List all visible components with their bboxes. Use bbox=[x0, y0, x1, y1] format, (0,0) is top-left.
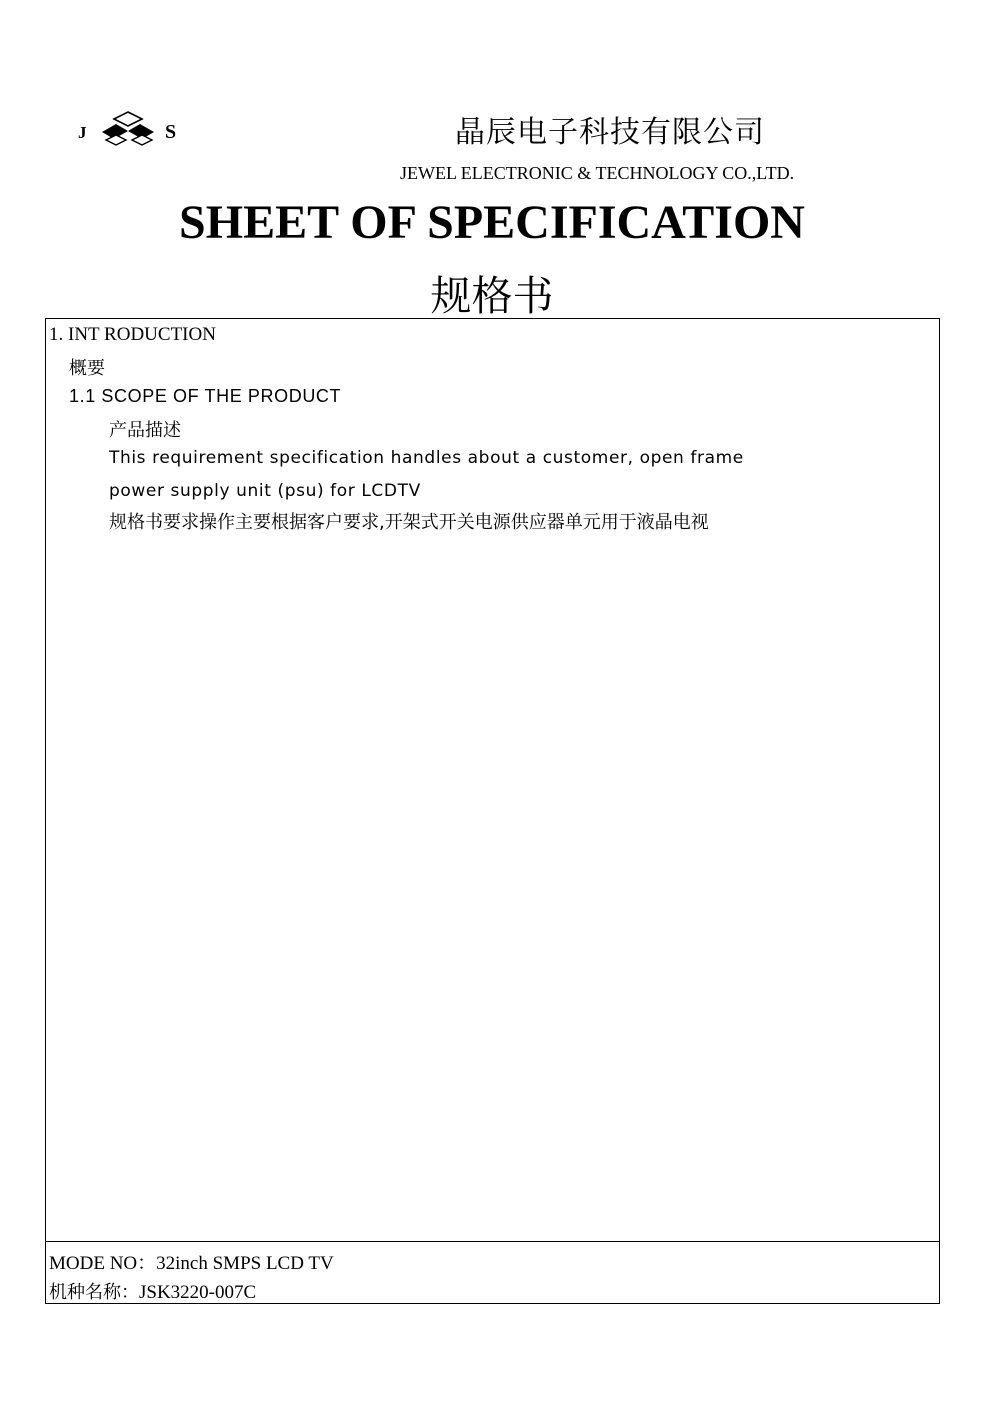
model-name-label: 机种名称： bbox=[49, 1282, 139, 1303]
model-name-row bbox=[49, 1278, 256, 1304]
subsection-heading-cn: 产品描述 bbox=[109, 420, 181, 441]
company-name-en: JEWEL ELECTRONIC & TECHNOLOGY CO.,LTD. bbox=[400, 163, 795, 183]
subsection-heading: 1.1 SCOPE OF THE PRODUCT bbox=[69, 386, 342, 406]
section-heading: 1. INT RODUCTION bbox=[49, 324, 216, 345]
model-number-row bbox=[49, 1248, 334, 1275]
model-name-value: JSK3220-007C bbox=[139, 1282, 257, 1303]
logo-diamond-bottom-right bbox=[132, 135, 152, 145]
model-number-label: MODE NO： bbox=[49, 1253, 157, 1274]
description-line-1: This requirement specification handles about a customer, open frame bbox=[109, 448, 744, 468]
logo-letter-j: J bbox=[78, 123, 87, 142]
document-title: SHEET OF SPECIFICATION bbox=[179, 196, 805, 249]
section-heading-cn: 概要 bbox=[69, 358, 105, 379]
company-name-cn: 晶辰电子科技有限公司 bbox=[455, 115, 765, 150]
model-number-value: 32inch SMPS LCD TV bbox=[156, 1253, 334, 1274]
logo-diamond-bottom-left bbox=[106, 135, 126, 145]
logo-letter-s: S bbox=[165, 121, 177, 143]
logo-diamond-top bbox=[114, 112, 142, 126]
description-cn: 规格书要求操作主要根据客户要求,开架式开关电源供应器单元用于液晶电视 bbox=[109, 512, 709, 533]
company-logo bbox=[76, 110, 188, 148]
document-title-cn: 规格书 bbox=[430, 272, 554, 320]
footer-divider bbox=[45, 1241, 940, 1242]
description-line-2: power supply unit (psu) for LCDTV bbox=[109, 481, 421, 501]
